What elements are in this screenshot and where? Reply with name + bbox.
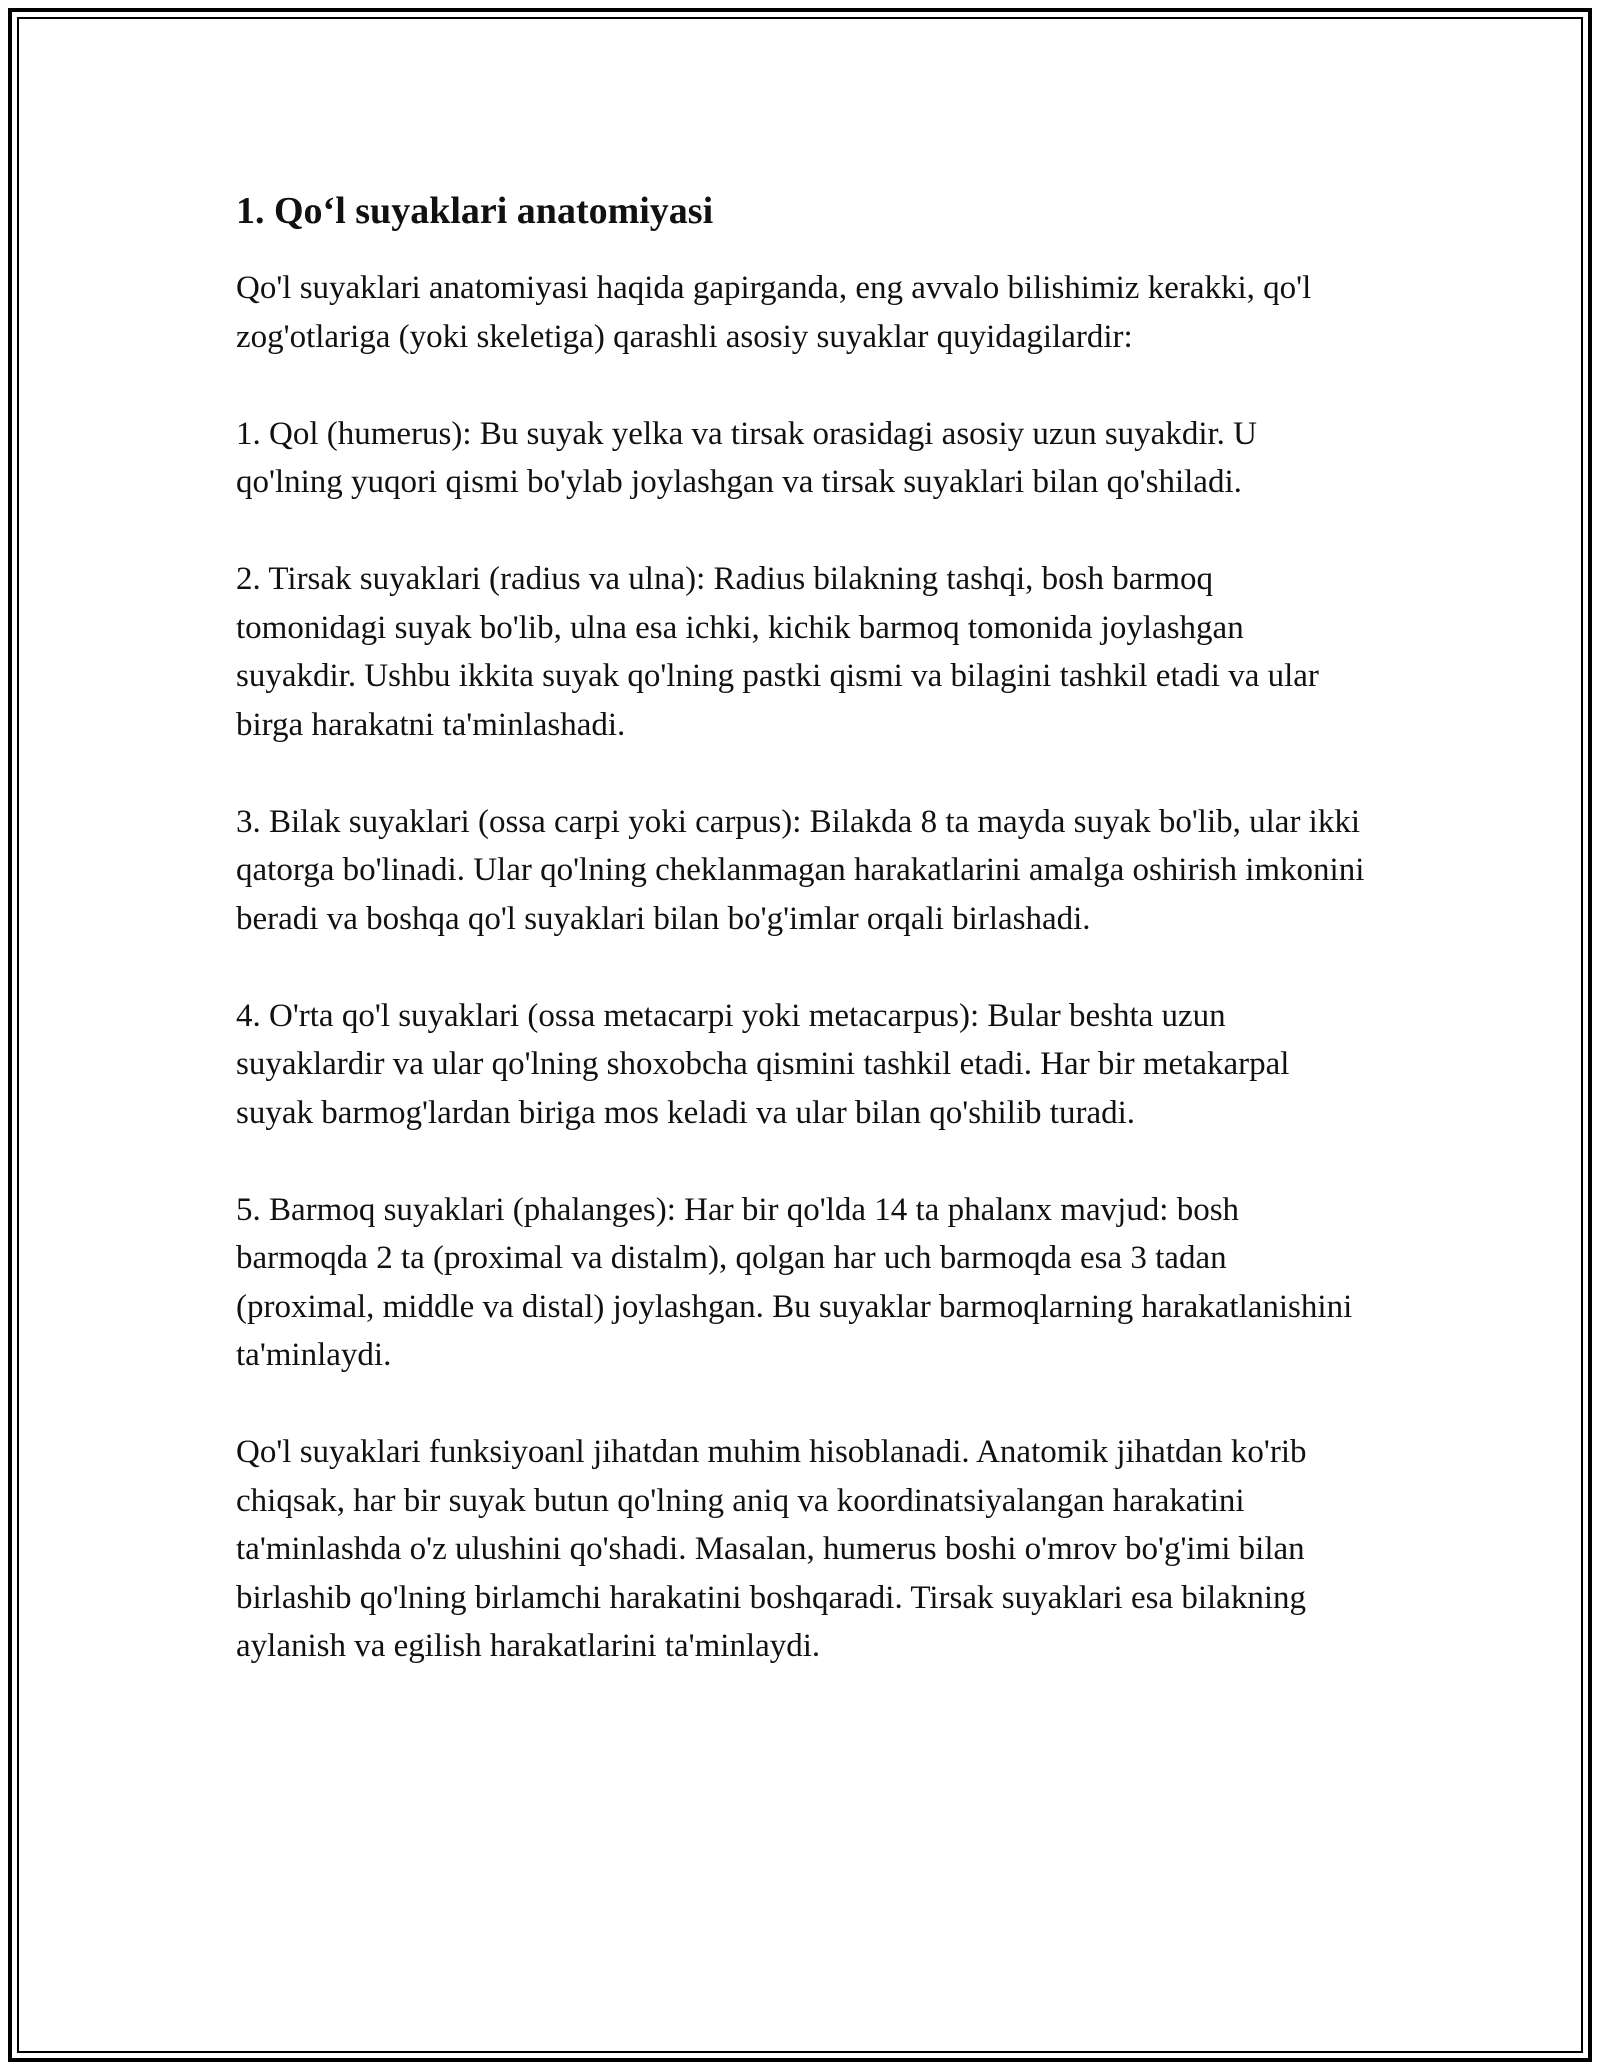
- paragraph-conclusion: Qo'l suyaklari funksiyoanl jihatdan muhim hisoblanadi. Anatomik jihatdan ko'rib chiqsak, har bir suyak butun qo'lning aniq va koordinatsiyalangan harakatini ta'minlashda o'z ulushini qo'shadi. Masalan, humerus boshi o'mrov bo'g'imi bilan birlashib qo'lning birlamchi harakatini boshqaradi. Tirsak suyaklari esa bilakning aylanish va egilish harakatlarini ta'minlaydi.: [236, 1434, 1307, 1664]
- document-title: 1. Qo‘l suyaklari anatomiyasi: [236, 190, 714, 232]
- paragraph-radius-ulna: 2. Tirsak suyaklari (radius va ulna): Radius bilakning tashqi, bosh barmoq tomonidagi suyak bo'lib, ulna esa ichki, kichik barmoq tomonida joylashgan suyakdir. Ushbu ikkita suyak qo'lning pastki qismi va bilagini tashkil etadi va ular birga harakatni ta'minlashadi.: [236, 561, 1319, 743]
- paragraph-phalanges: 5. Barmoq suyaklari (phalanges): Har bir qo'lda 14 ta phalanx mavjud: bosh barmoqda 2 ta (proximal va distalm), qolgan har uch barmoqda esa 3 tadan (proximal, middle va distal) joylashgan. Bu suyaklar barmoqlarning harakatlanishini ta'minlaydi.: [236, 1191, 1353, 1373]
- paragraph-humerus: 1. Qol (humerus): Bu suyak yelka va tirsak orasidagi asosiy uzun suyakdir. U qo'lning yuqori qismi bo'ylab joylashgan va tirsak suyaklari bilan qo'shiladi.: [236, 415, 1257, 500]
- document-body: [236, 186, 1366, 1719]
- paragraph-intro: Qo'l suyaklari anatomiyasi haqida gapirganda, eng avvalo bilishimiz kerakki, qo'l zog'otlariga (yoki skeletiga) qarashli asosiy suyaklar quyidagilardir:: [236, 270, 1312, 355]
- paragraph-carpus: 3. Bilak suyaklari (ossa carpi yoki carpus): Bilakda 8 ta mayda suyak bo'lib, ular ikki qatorga bo'linadi. Ular qo'lning cheklanmagan harakatlarini amalga oshirish imkonini beradi va boshqa qo'l suyaklari bilan bo'g'imlar orqali birlashadi.: [236, 803, 1365, 937]
- paragraph-metacarpus: 4. O'rta qo'l suyaklari (ossa metacarpi yoki metacarpus): Bular beshta uzun suyaklardir va ular qo'lning shoxobcha qismini tashkil etadi. Har bir metakarpal suyak barmog'lardan biriga mos keladi va ular bilan qo'shilib turadi.: [236, 997, 1290, 1131]
